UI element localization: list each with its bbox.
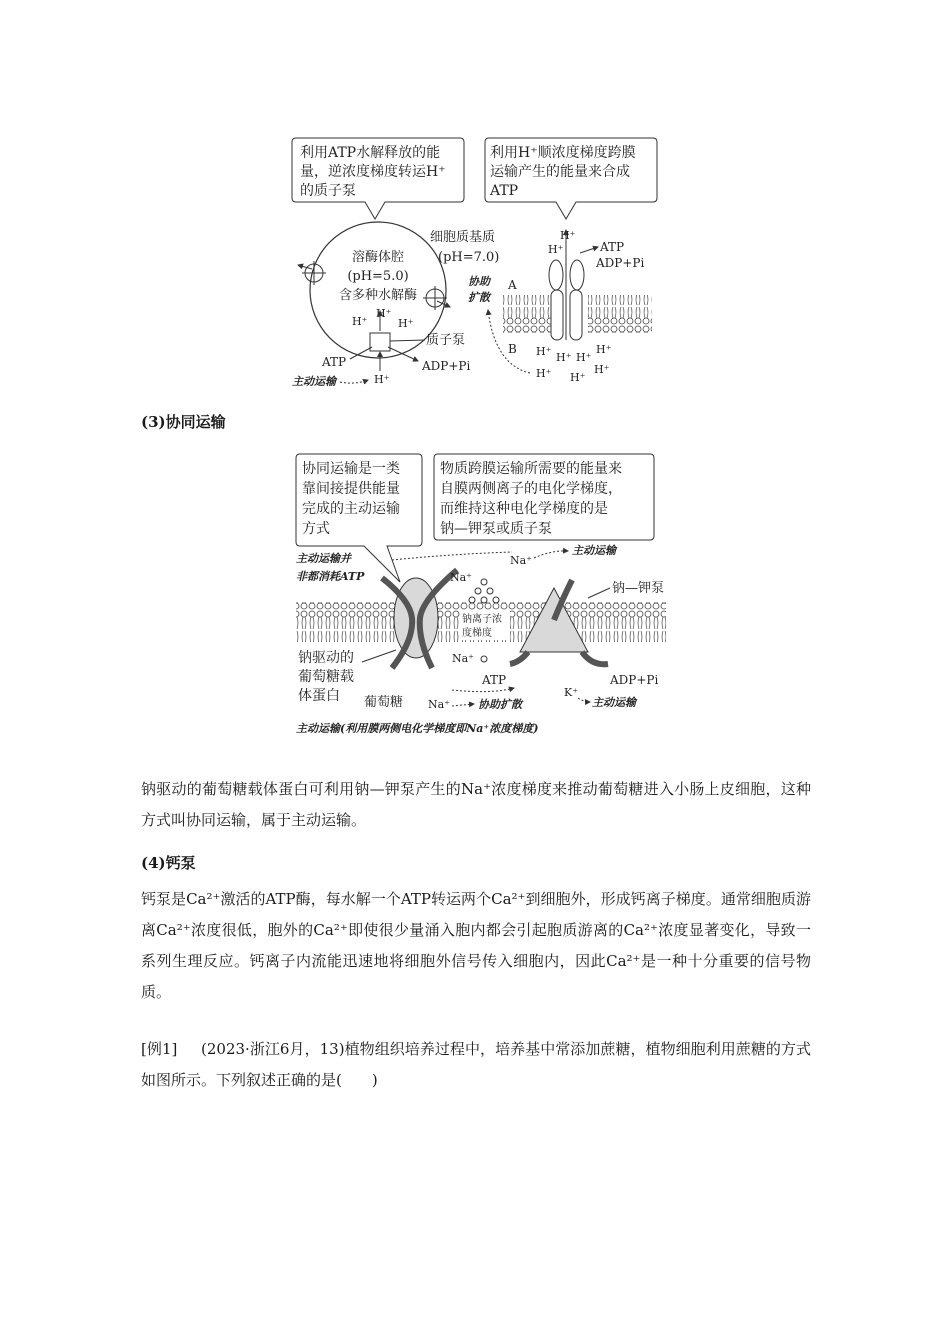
atp-synthase-adp-pi: ADP+Pi [596,256,645,270]
lysosome-line-1: 溶酶体腔 [351,250,405,265]
callout-left-line-2: 量，逆浓度梯度转运H⁺ [300,164,446,180]
atp-label: ATP [482,673,507,687]
figure-proton-pump [290,135,665,390]
facilitated-note-1: 协助 [468,275,490,288]
heading-calcium-pump: (4)钙泵 [141,854,196,872]
cotransport-callout-left-2: 靠间接提供能量 [302,481,400,497]
example-text: (2023·浙江6月，13)植物组织培养过程中，培养基中常添加蔗糖，植物细胞利用蔗糖的方式如图所示。下列叙述正确的是( ) [141,1040,812,1089]
facilitated-note-2: 扩散 [468,291,490,304]
cotransport-callout-right-4: 钠—钾泵或质子泵 [440,521,552,537]
callout-right-line-1: 利用H⁺顺浓度梯度跨膜 [490,145,636,161]
h-ion: H⁺ [352,315,368,328]
carrier-label-2: 葡萄糖载 [298,669,354,685]
h-ion: H⁺ [548,243,564,256]
figure-cotransport [292,450,672,740]
h-ion: H⁺ [536,345,552,358]
k-ion: K⁺ [564,686,579,699]
membrane-bilayer-right [588,295,652,333]
figure-cotransport-svg [292,450,672,740]
example-question [141,1034,811,1096]
cytosol-ph: (pH=7.0) [438,250,500,265]
heading-cotransport: (3)协同运输 [141,413,226,431]
na-ion: Na⁺ [510,554,532,567]
paragraph-calcium-pump: 钙泵是Ca²⁺激活的ATP酶，每水解一个ATP转运两个Ca²⁺到细胞外，形成钙离子梯度。通常细胞质游离Ca²⁺浓度很低，胞外的Ca²⁺即使很少量涌入胞内都会引起胞质游离的Ca²⁺浓度显著变化，导致一系列生理反应。钙离子内流能迅速地将细胞外信号传入细胞内，因此Ca²⁺是一种十分重要的信号物质。 [141,890,811,1001]
callout-left-line-1: 利用ATP水解释放的能 [300,145,441,161]
atp-synthase-atp: ATP [600,240,625,254]
proton-pump-box [370,333,390,351]
h-ion: H⁺ [560,229,576,242]
lysosome-line-3: 含多种水解酶 [338,288,418,303]
h-ion: H⁺ [556,351,572,364]
note-active-indirect-2: 非都消耗ATP [296,570,365,583]
cytosol-label: 细胞质基质 [430,230,496,245]
note-bottom: 主动运输(利用膜两侧电化学梯度即Na⁺浓度梯度) [296,722,539,735]
h-ion: H⁺ [594,363,610,376]
h-ion: H⁺ [398,317,414,330]
pump-label: 钠—钾泵 [612,581,665,596]
cotransport-callout-right-2: 自膜两侧离子的电化学梯度， [440,481,622,497]
h-ion: H⁺ [570,371,586,384]
side-a: A [508,278,517,292]
note-active-2: 主动运输 [592,696,636,709]
note-facilitated: 协助扩散 [478,698,522,711]
proton-pump-label: 质子泵 [426,333,466,348]
cotransport-callout-left-3: 完成的主动运输 [302,501,400,517]
h-ion: H⁺ [536,367,552,380]
adp-pi-label: ADP+Pi [610,673,659,687]
cotransport-callout-left-4: 方式 [302,521,330,537]
carrier-label-1: 钠驱动的 [298,650,354,666]
atp-label: ATP [322,355,347,369]
callout-right-line-2: 运输产生的能量来合成 [490,164,630,180]
cotransport-callout-right-1: 物质跨膜运输所需要的能量来 [440,461,622,477]
cotransport-callout-right-3: 而维持这种电化学梯度的是 [440,501,608,517]
callout-left-line-3: 的质子泵 [300,183,356,199]
carrier-label-3: 体蛋白 [298,688,340,704]
note-active-indirect-1: 主动运输并 [296,552,351,565]
gradient-label-1: 钠离子浓 [462,614,502,625]
paragraph-cotransport: 钠驱动的葡萄糖载体蛋白可利用钠—钾泵产生的Na⁺浓度梯度来推动葡萄糖进入小肠上皮细胞，这种方式叫协同运输，属于主动运输。 [141,780,811,829]
glucose-label: 葡萄糖 [364,695,404,710]
lysosome-line-2: (pH=5.0) [347,269,409,284]
h-ion: H⁺ [374,373,390,386]
na-ion: Na⁺ [450,571,472,584]
gradient-label-2: 度梯度 [462,628,492,639]
h-ion: H⁺ [576,351,592,364]
example-label: [例1] [141,1040,178,1058]
adp-pi-label: ADP+Pi [422,359,471,373]
callout-right-line-3: ATP [490,183,519,199]
na-ion: Na⁺ [452,652,474,665]
na-ion: Na⁺ [428,698,450,711]
sodium-ion-cluster [469,579,499,603]
hydrolase-marker-left [298,261,326,285]
note-active-1: 主动运输 [572,544,616,557]
membrane-bilayer-left [503,295,551,333]
h-ion: H⁺ [376,307,392,320]
side-b: B [508,342,517,356]
h-ion: H⁺ [596,343,612,356]
active-transport-note: 主动运输 [292,375,336,388]
cotransport-callout-left-1: 协同运输是一类 [302,461,400,477]
glucose-carrier-protein [394,578,438,658]
figure-proton-pump-svg [290,135,665,390]
